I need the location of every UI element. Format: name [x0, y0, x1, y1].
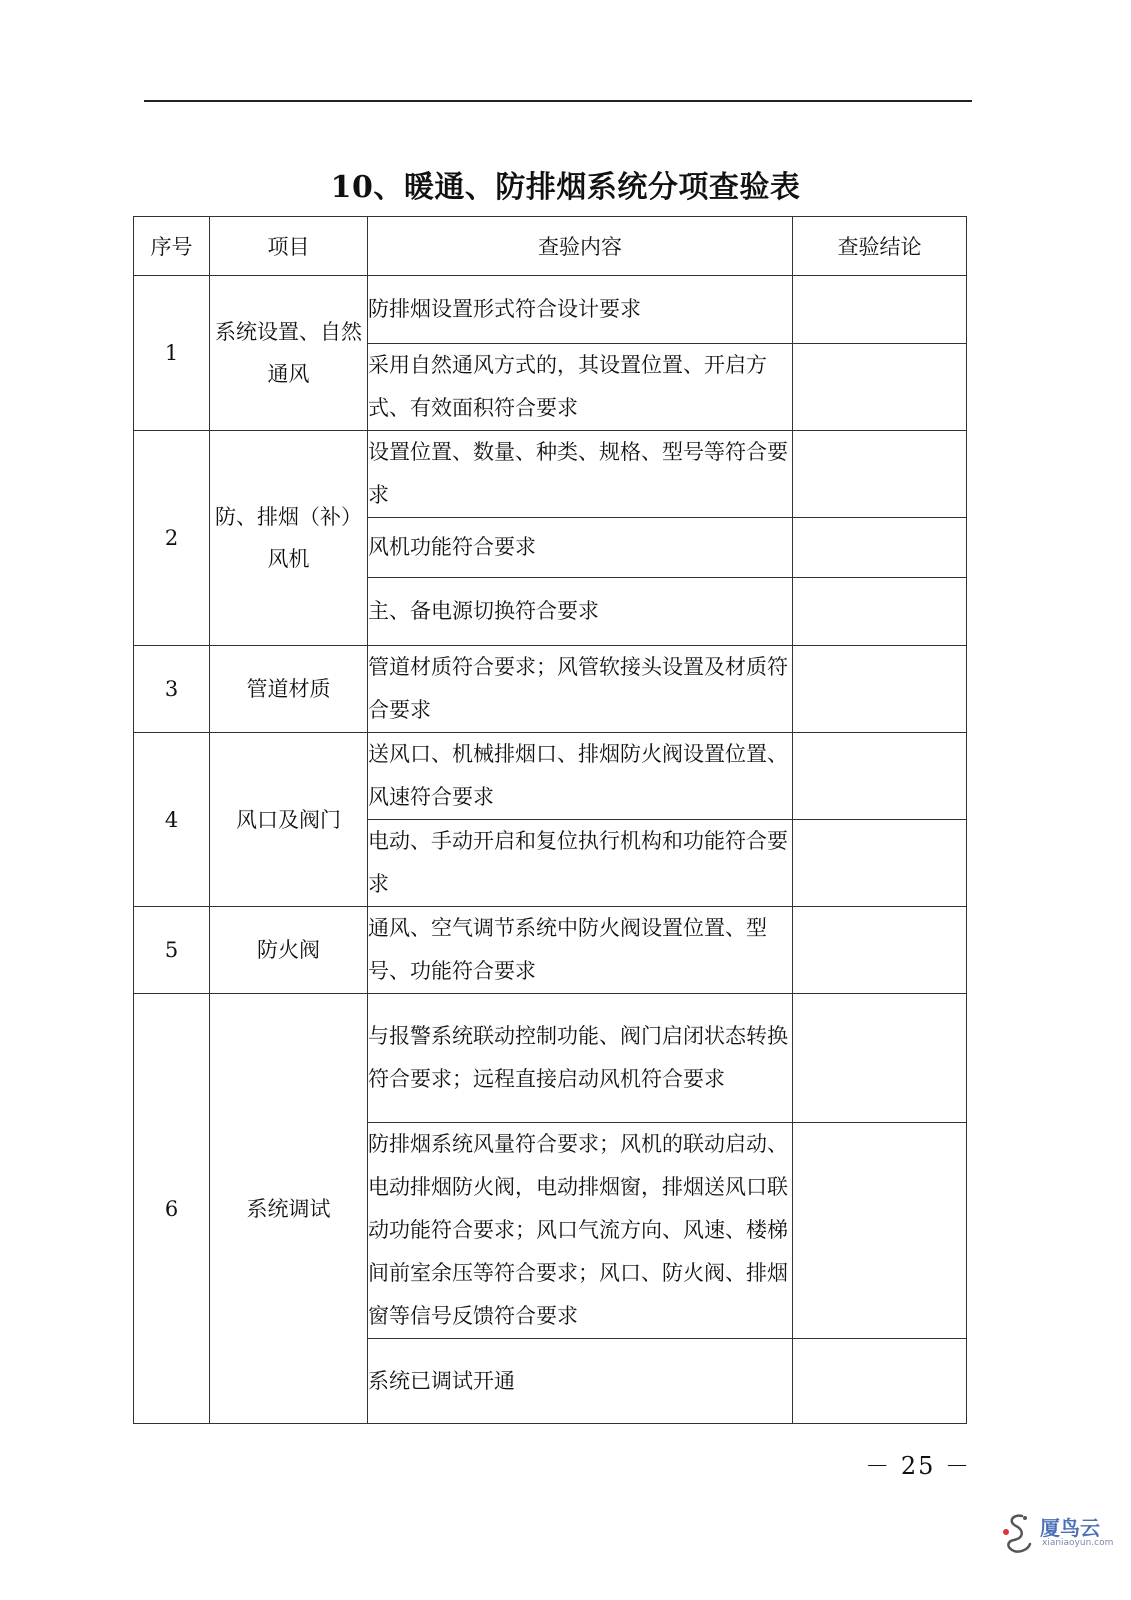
- header-row: [134, 217, 967, 276]
- check-content: 风机功能符合要求: [368, 518, 793, 578]
- check-content: 管道材质符合要求；风管软接头设置及材质符合要求: [368, 646, 793, 733]
- check-content: 防排烟系统风量符合要求；风机的联动启动、电动排烟防火阀，电动排烟窗，排烟送风口联动功能符合要求；风口气流方向、风速、楼梯间前室余压等符合要求；风口、防火阀、排烟窗等信号反馈符合要求: [368, 1123, 793, 1339]
- conclusion-cell[interactable]: [793, 646, 967, 733]
- watermark-url: xianiaoyun.com: [1042, 1538, 1114, 1548]
- watermark-name: 厦鸟云: [1040, 1516, 1100, 1540]
- bird-logo-icon: [1002, 1510, 1036, 1560]
- row-number: 3: [134, 646, 210, 733]
- check-content: 主、备电源切换符合要求: [368, 578, 793, 646]
- check-content: 系统已调试开通: [368, 1339, 793, 1424]
- watermark: [1002, 1508, 1112, 1560]
- item-name: 管道材质: [210, 646, 368, 733]
- conclusion-cell[interactable]: [793, 1339, 967, 1424]
- item-name: 系统设置、自然通风: [210, 276, 368, 431]
- row-number: 6: [134, 994, 210, 1424]
- check-content: 设置位置、数量、种类、规格、型号等符合要求: [368, 431, 793, 518]
- row-number: 4: [134, 733, 210, 907]
- conclusion-cell[interactable]: [793, 518, 967, 578]
- page-title: 10、暖通、防排烟系统分项查验表: [330, 170, 801, 205]
- header-rule: [144, 100, 972, 102]
- table-row: [134, 994, 967, 1123]
- conclusion-cell[interactable]: [793, 1123, 967, 1339]
- table-row: [134, 733, 967, 820]
- check-content: 送风口、机械排烟口、排烟防火阀设置位置、风速符合要求: [368, 733, 793, 820]
- header-content: 查验内容: [368, 217, 793, 276]
- conclusion-cell[interactable]: [793, 578, 967, 646]
- item-name: 风口及阀门: [210, 733, 368, 907]
- conclusion-cell[interactable]: [793, 820, 967, 907]
- conclusion-cell[interactable]: [793, 344, 967, 431]
- item-name: 防火阀: [210, 907, 368, 994]
- check-content: 采用自然通风方式的，其设置位置、开启方式、有效面积符合要求: [368, 344, 793, 431]
- inspection-table: [133, 216, 967, 1424]
- item-name: 系统调试: [210, 994, 368, 1424]
- item-name: 防、排烟（补）风机: [210, 431, 368, 646]
- check-content: 防排烟设置形式符合设计要求: [368, 276, 793, 344]
- check-content: 电动、手动开启和复位执行机构和功能符合要求: [368, 820, 793, 907]
- conclusion-cell[interactable]: [793, 431, 967, 518]
- table-row: [134, 431, 967, 518]
- conclusion-cell[interactable]: [793, 907, 967, 994]
- header-item: 项目: [210, 217, 368, 276]
- header-no: 序号: [134, 217, 210, 276]
- row-number: 2: [134, 431, 210, 646]
- table-row: [134, 907, 967, 994]
- header-conclusion: 查验结论: [793, 217, 967, 276]
- row-number: 5: [134, 907, 210, 994]
- page-number: － 25 －: [865, 1452, 971, 1480]
- row-number: 1: [134, 276, 210, 431]
- check-content: 与报警系统联动控制功能、阀门启闭状态转换符合要求；远程直接启动风机符合要求: [368, 994, 793, 1123]
- conclusion-cell[interactable]: [793, 994, 967, 1123]
- check-content: 通风、空气调节系统中防火阀设置位置、型号、功能符合要求: [368, 907, 793, 994]
- conclusion-cell[interactable]: [793, 733, 967, 820]
- conclusion-cell[interactable]: [793, 276, 967, 344]
- table-row: [134, 646, 967, 733]
- table-row: [134, 276, 967, 344]
